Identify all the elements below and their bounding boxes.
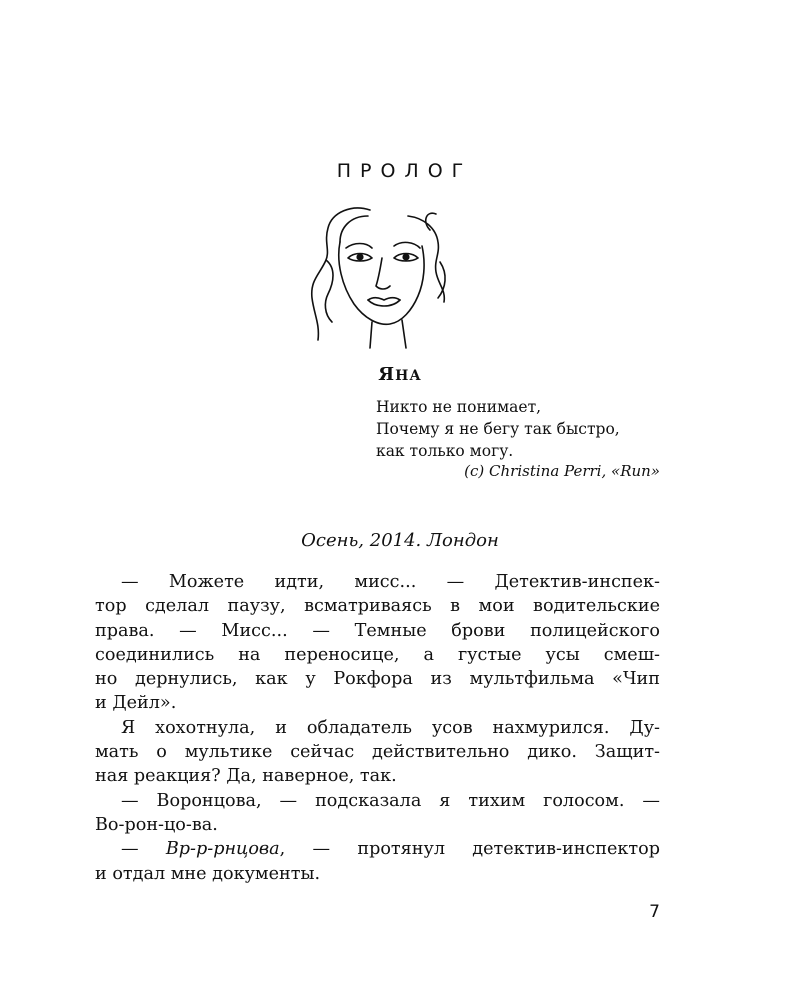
paragraph-line: но дернулись, как у Рокфора из мультфильма «Чип [95,669,660,690]
page-number: 7 [649,902,660,922]
body-text [95,570,660,886]
paragraph-line: — Можете идти, мисс... — Детектив-инспек- [121,572,660,592]
epigraph-line: Почему я не бегу так быстро, [376,420,620,438]
paragraph-line: Я хохотнула, и обладатель усов нахмурился. Ду- [121,717,660,738]
paragraph-line [95,837,660,861]
italic-name: Вр-р-рнцова [165,839,280,860]
epigraph-line: как только могу. [376,442,514,460]
character-name-rest: НА [395,368,422,384]
paragraph-line: соединились на переносице, а густые усы смеш- [95,644,660,665]
paragraph-line: и Дейл». [95,693,177,714]
paragraph-line: ная реакция? Да, наверное, так. [95,766,397,787]
epigraph-line: Никто не понимает, [376,398,542,416]
paragraph-line: — Воронцова, — подсказала я тихим голосом. — [121,790,660,811]
character-name-initial: Я [378,364,396,385]
woman-face-illustration-icon [290,202,460,352]
setting-heading: Осень, 2014. Лондон [301,530,499,551]
epigraph-source: (с) Christina Perri, «Run» [464,462,660,480]
chapter-title: ПРОЛОГ [336,160,473,182]
character-name [0,364,800,385]
epigraph [376,396,666,462]
paragraph-line: мать о мультике сейчас действительно дико. Защит- [95,742,660,763]
line-rest: , — протянул детектив-инспектор [279,839,661,860]
paragraph-line: и отдал мне документы. [95,863,321,884]
paragraph-line: права. — Мисс... — Темные брови полицейского [95,620,660,641]
paragraph-line: Во-рон-цо-ва. [95,814,218,835]
paragraph-line: тор сделал паузу, всматриваясь в мои водительские [95,596,660,617]
dash: — [121,839,166,860]
